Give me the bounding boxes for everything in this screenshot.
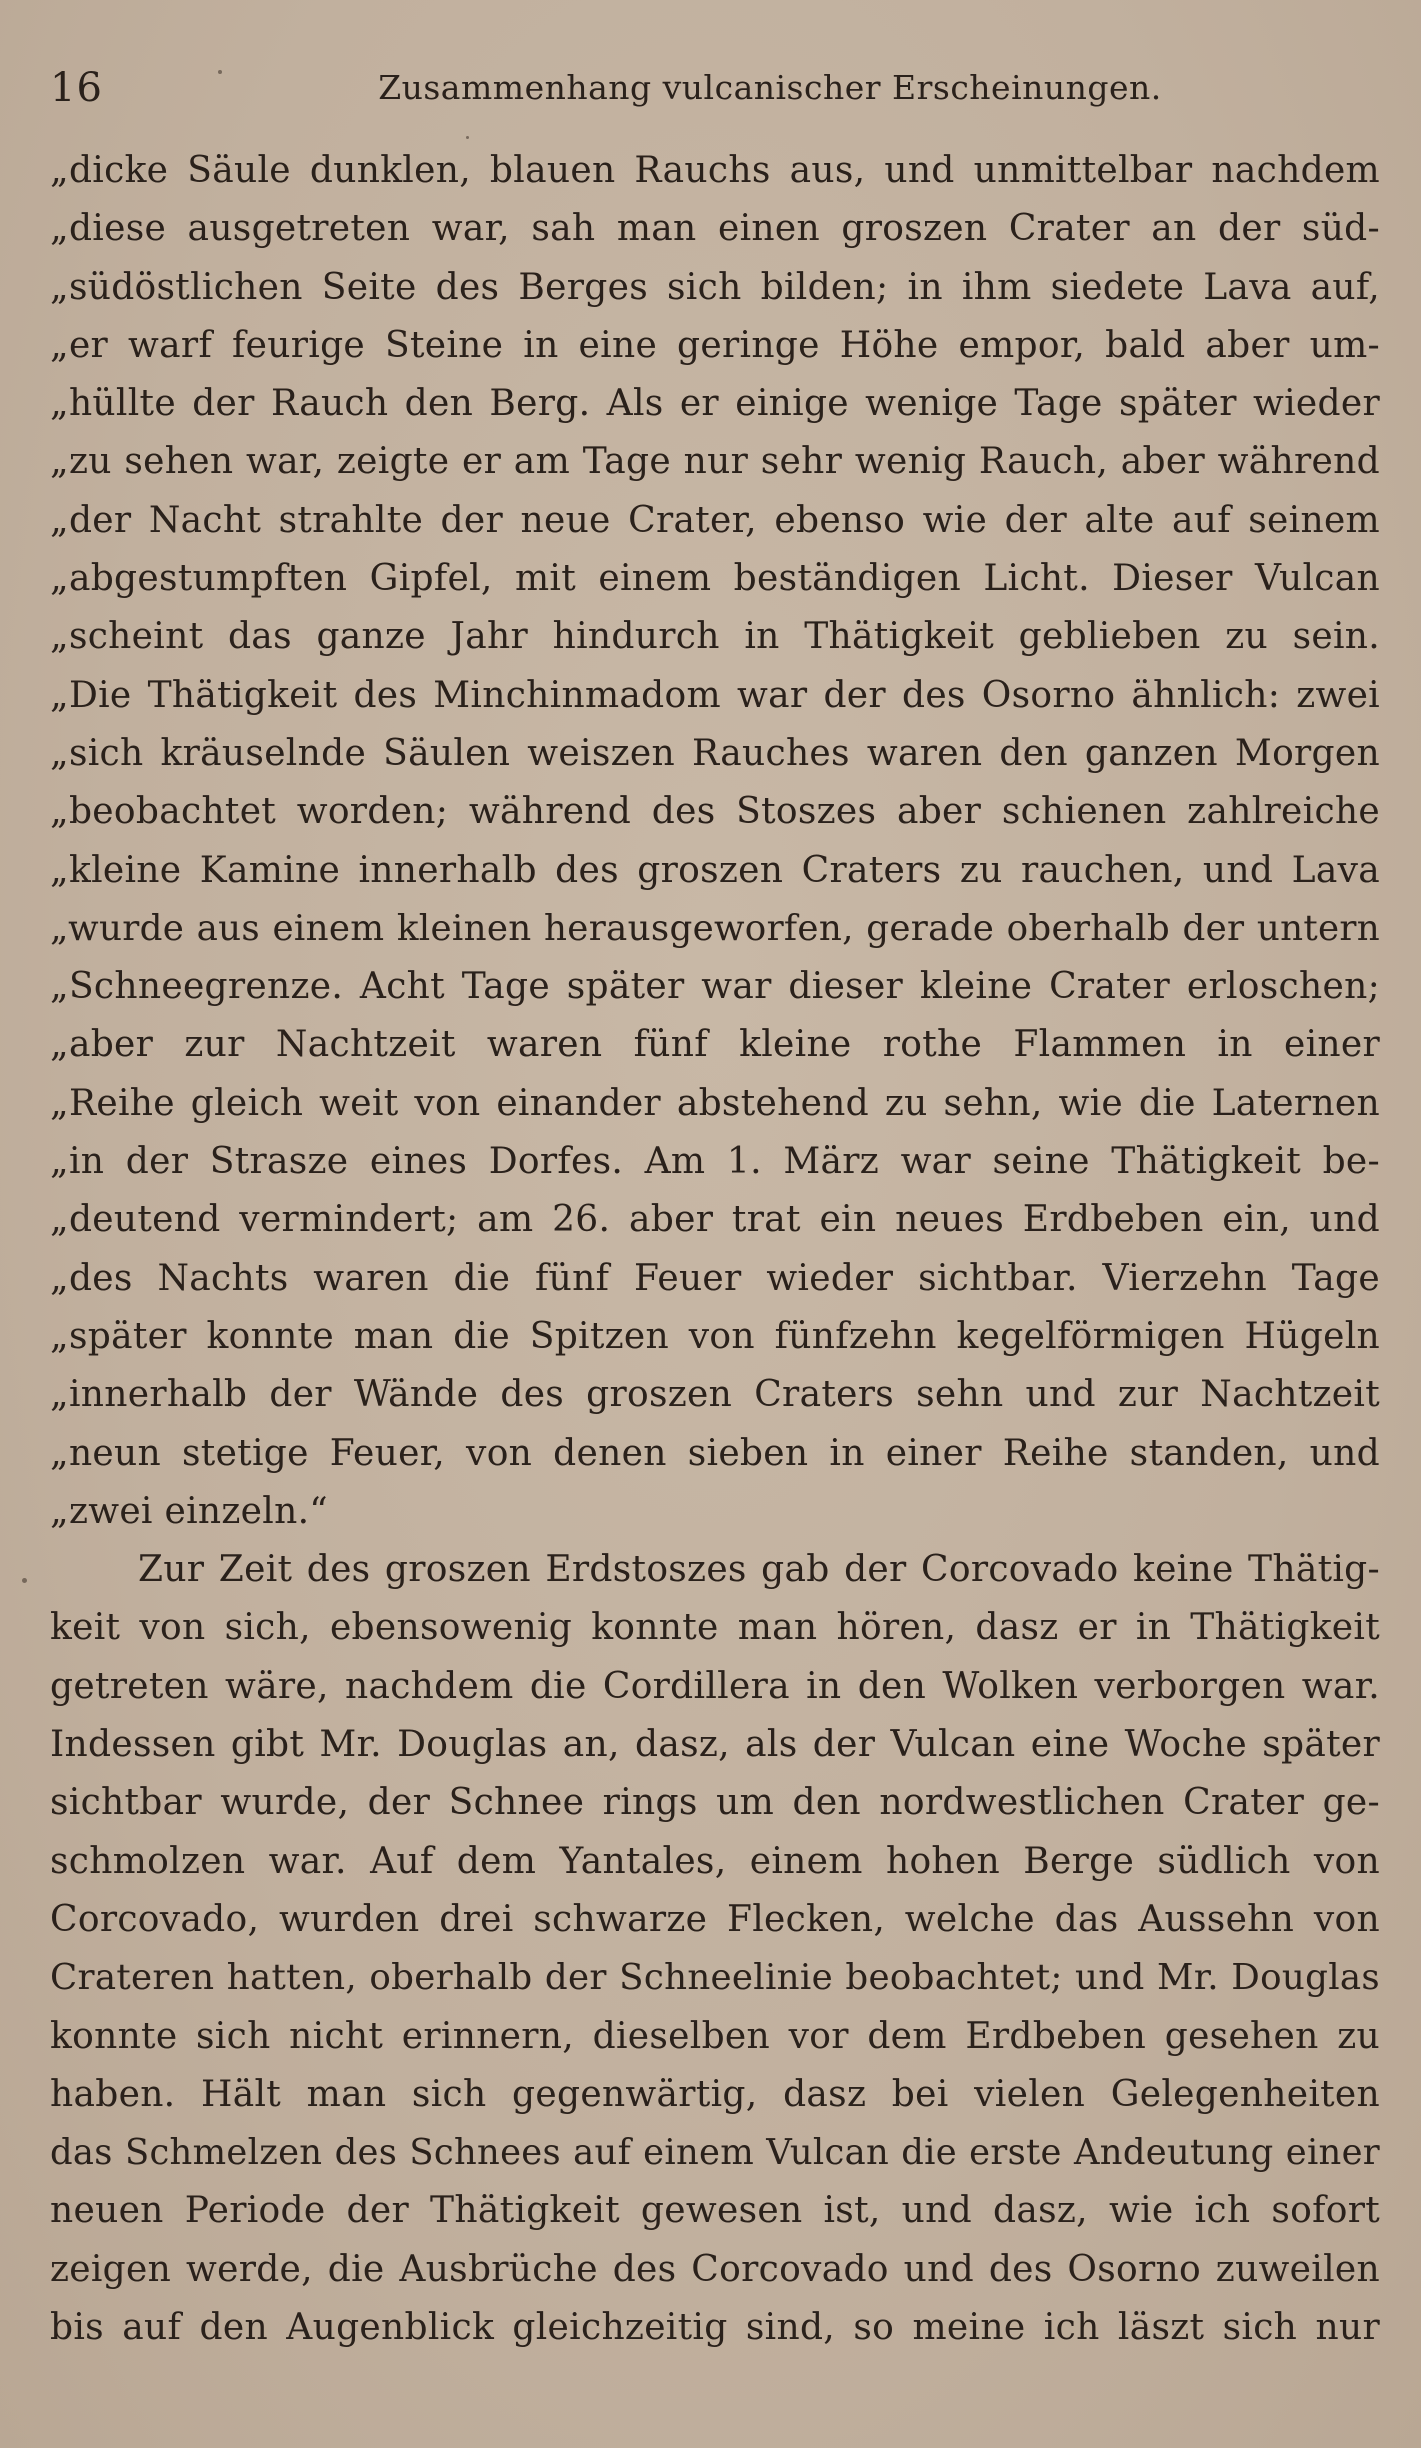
text-line: Corcovado, wurden drei schwarze Flecken, welche das Aussehn von xyxy=(50,1898,1380,1940)
text-line: „später konnte man die Spitzen von fünfzehn kegelförmigen Hügeln xyxy=(50,1315,1380,1357)
text-line: „Schneegrenze. Acht Tage später war dieser kleine Crater erloschen; xyxy=(50,966,1380,1008)
text-line: getreten wäre, nachdem die Cordillera in den Wolken verborgen war. xyxy=(50,1665,1380,1707)
text-line: konnte sich nicht erinnern, dieselben vor dem Erdbeben gesehen zu xyxy=(50,2015,1380,2057)
text-line: sichtbar wurde, der Schnee rings um den nordwestlichen Crater ge- xyxy=(50,1782,1380,1824)
text-line: „er warf feurige Steine in eine geringe Höhe empor, bald aber um- xyxy=(50,324,1380,366)
text-line: „kleine Kamine innerhalb des groszen Craters zu rauchen, und Lava xyxy=(50,849,1380,891)
text-line: „zu sehen war, zeigte er am Tage nur sehr wenig Rauch, aber während xyxy=(50,441,1380,483)
body-text xyxy=(50,142,1380,2357)
text-line: „abgestumpften Gipfel, mit einem beständigen Licht. Dieser Vulcan xyxy=(50,558,1380,600)
text-line: neuen Periode der Thätigkeit gewesen ist, und dasz, wie ich sofort xyxy=(50,2190,1380,2232)
text-line: schmolzen war. Auf dem Yantales, einem hohen Berge südlich von xyxy=(50,1840,1380,1882)
text-line: „Die Thätigkeit des Minchinmadom war der des Osorno ähnlich: zwei xyxy=(50,674,1380,716)
text-line-paragraph-end: „zwei einzeln.“ xyxy=(50,1490,329,1532)
text-line: „scheint das ganze Jahr hindurch in Thätigkeit geblieben zu sein. xyxy=(50,616,1380,658)
text-line: „dicke Säule dunklen, blauen Rauchs aus, und unmittelbar nachdem xyxy=(50,150,1380,191)
text-line: „innerhalb der Wände des groszen Craters sehn und zur Nachtzeit xyxy=(50,1374,1380,1416)
text-line: „neun stetige Feuer, von denen sieben in einer Reihe standen, und xyxy=(50,1432,1380,1474)
text-line: „Reihe gleich weit von einander abstehend zu sehn, wie die Laternen xyxy=(50,1082,1380,1124)
text-line: zeigen werde, die Ausbrüche des Corcovado und des Osorno zuweilen xyxy=(50,2248,1380,2290)
text-line: Indessen gibt Mr. Douglas an, dasz, als der Vulcan eine Woche später xyxy=(50,1724,1380,1766)
text-line-paragraph-start: Zur Zeit des groszen Erdstoszes gab der Corcovado keine Thätig- xyxy=(138,1549,1380,1591)
text-line: „des Nachts waren die fünf Feuer wieder sichtbar. Vierzehn Tage xyxy=(50,1257,1380,1299)
text-line: „hüllte der Rauch den Berg. Als er einige wenige Tage später wieder xyxy=(50,383,1380,425)
paper-speck xyxy=(466,136,469,139)
paper-speck xyxy=(22,1578,27,1583)
text-line: „wurde aus einem kleinen herausgeworfen, gerade oberhalb der untern xyxy=(50,907,1380,949)
page-header xyxy=(50,62,1380,114)
text-line: das Schmelzen des Schnees auf einem Vulcan die erste Andeutung einer xyxy=(50,2132,1380,2174)
text-line: bis auf den Augenblick gleichzeitig sind, so meine ich läszt sich nur xyxy=(50,2306,1380,2348)
text-line: „aber zur Nachtzeit waren fünf kleine rothe Flammen in einer xyxy=(50,1024,1380,1066)
text-line: „beobachtet worden; während des Stoszes aber schienen zahlreiche xyxy=(50,791,1380,833)
text-line: Crateren hatten, oberhalb der Schneelinie beobachtet; und Mr. Douglas xyxy=(50,1957,1380,1999)
text-line: „in der Strasze eines Dorfes. Am 1. März war seine Thätigkeit be- xyxy=(50,1141,1380,1183)
text-line: haben. Hält man sich gegenwärtig, dasz bei vielen Gelegenheiten xyxy=(50,2073,1380,2115)
running-head: Zusammenhang vulcanischer Erscheinungen. xyxy=(378,68,1162,107)
text-line: keit von sich, ebensowenig konnte man hören, dasz er in Thätigkeit xyxy=(50,1607,1380,1649)
text-line: „diese ausgetreten war, sah man einen groszen Crater an der süd- xyxy=(50,208,1380,250)
text-line: „sich kräuselnde Säulen weiszen Rauches waren den ganzen Morgen xyxy=(50,732,1380,774)
text-line: „der Nacht strahlte der neue Crater, ebenso wie der alte auf seinem xyxy=(50,499,1380,541)
text-line: „südöstlichen Seite des Berges sich bilden; in ihm siedete Lava auf, xyxy=(50,266,1380,308)
text-line: „deutend vermindert; am 26. aber trat ein neues Erdbeben ein, und xyxy=(50,1199,1380,1241)
paper-speck xyxy=(218,70,222,74)
page-number: 16 xyxy=(50,65,103,111)
